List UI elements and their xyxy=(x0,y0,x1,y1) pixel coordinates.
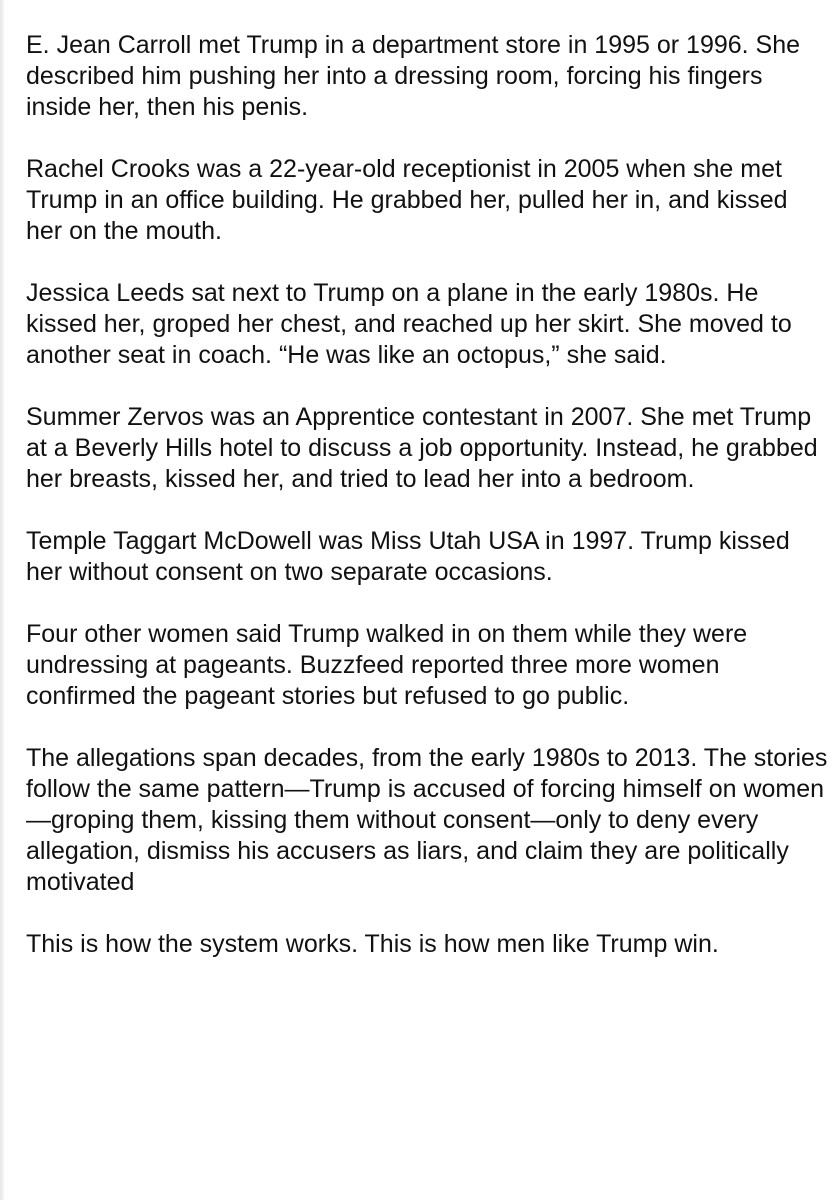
paragraph-crooks: Rachel Crooks was a 22-year-old receptionist in 2005 when she met Trump in an office building. He grabbed her, pulled her in, and kissed her on the mouth. xyxy=(26,155,788,245)
paragraph-carroll: E. Jean Carroll met Trump in a department store in 1995 or 1996. She described him pushing her into a dressing room, forcing his fingers inside her, then his penis. xyxy=(26,31,801,121)
paragraph-zervos: Summer Zervos was an Apprentice contestant in 2007. She met Trump at a Beverly Hills hotel to discuss a job opportunity. Instead, he grabbed her breasts, kissed her, and tried to lead her into a bedroom. xyxy=(26,403,818,493)
paragraph-pageants: Four other women said Trump walked in on them while they were undressing at pageants. Buzzfeed reported three more women confirmed the pageant stories but refused to go public. xyxy=(26,620,748,710)
paragraph-leeds: Jessica Leeds sat next to Trump on a plane in the early 1980s. He kissed her, groped her chest, and reached up her skirt. She moved to another seat in coach. “He was like an octopus,” she said. xyxy=(26,279,792,369)
paragraph-pattern: The allegations span decades, from the early 1980s to 2013. The stories follow the same pattern—Trump is accused of forcing himself on women—groping them, kissing them without consent—only to deny every allegation, dismiss his accusers as liars, and claim they are politically motivated xyxy=(26,744,828,896)
paragraph-conclusion: This is how the system works. This is how men like Trump win. xyxy=(26,930,719,958)
paragraph-mcdowell: Temple Taggart McDowell was Miss Utah USA in 1997. Trump kissed her without consent on two separate occasions. xyxy=(26,527,790,586)
